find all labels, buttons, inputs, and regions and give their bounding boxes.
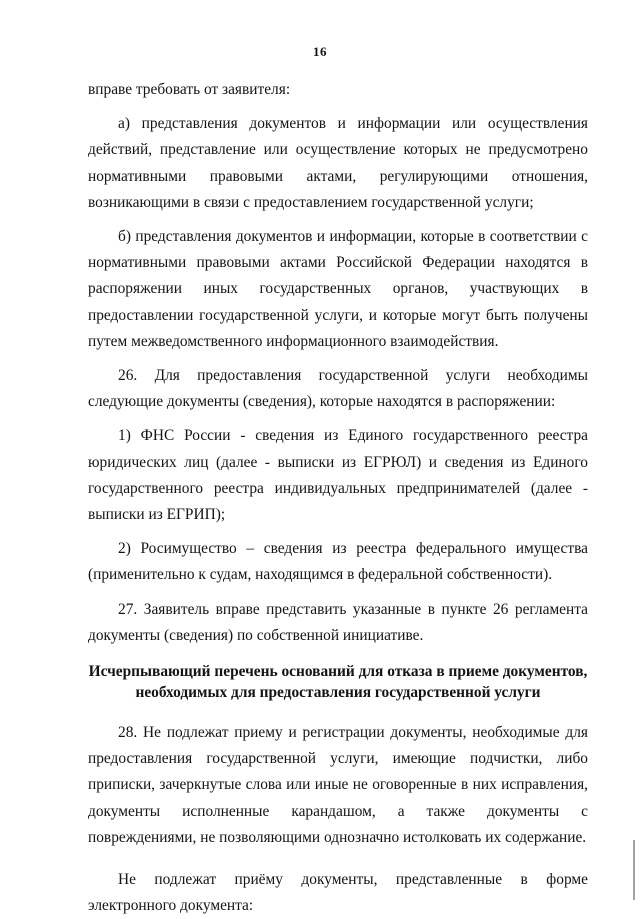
page-number: 16	[313, 44, 327, 59]
paragraph-electronic-documents: Не подлежат приёму документы, представленные в форме электронного документа:	[88, 871, 588, 915]
paragraph-28: 28. Не подлежат приему и регистрации документы, необходимые для предоставления государственной услуги, имеющие подчистки, либо приписки, зачеркнутые слова или иные не оговоренные в них исправления, документы исполненные карандашом, а также документы с повреждениями, не позволяющими однозначно истолковать их содержание.	[88, 724, 588, 846]
paragraph-27: 27. Заявитель вправе представить указанные в пункте 26 регламента документы (сведения) по собственной инициативе.	[88, 600, 588, 644]
paragraph-item-b: б) представления документов и информации, которые в соответствии с нормативными правовыми актами Российской Федерации находятся в распоряжении иных государственных органов, участвующих в предоставлении государственной услуги, и которые могут быть получены путем межведомственного информационного взаимодействия.	[88, 228, 588, 350]
paragraph-26-item-1: 1) ФНС России - сведения из Единого государственного реестра юридических лиц (далее - выписки из ЕГРЮЛ) и сведения из Единого государственного реестра индивидуальных предпринимателей (далее - выписки из ЕГРИП);	[88, 427, 588, 524]
paragraph-26-item-2: 2) Росимущество – сведения из реестра федерального имущества (применительно к судам, находящимся в федеральной собственности).	[88, 540, 588, 584]
document-body	[88, 77, 588, 919]
paragraph-item-a: а) представления документов и информации или осуществления действий, представление или осуществление которых не предусмотрено нормативными правовыми актами, регулирующими отношения, возникающими в связи с предоставлением государственной услуги;	[88, 115, 588, 211]
scan-edge-line	[633, 840, 635, 900]
paragraph-26: 26. Для предоставления государственной услуги необходимы следующие документы (сведения), которые находятся в распоряжении:	[88, 367, 588, 411]
section-heading: Исчерпывающий перечень оснований для отказа в приеме документов, необходимых для предоставления государственной услуги	[88, 663, 588, 702]
paragraph-continuation: вправе требовать от заявителя:	[88, 81, 291, 98]
